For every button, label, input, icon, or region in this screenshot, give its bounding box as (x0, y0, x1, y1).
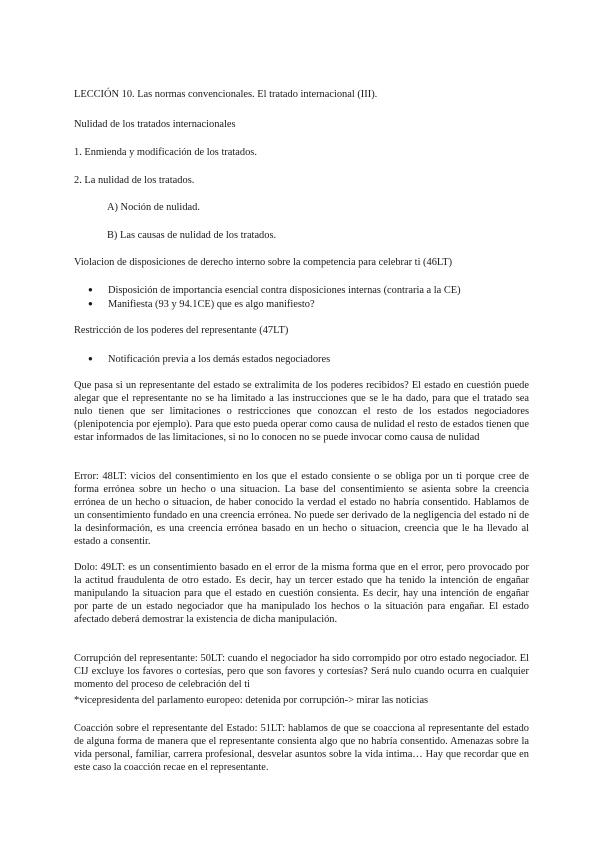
bullet-text: Manifiesta (93 y 94.1CE) que es algo manifiesto? (108, 299, 315, 310)
restriction-heading: Restricción de los poderes del representante (47LT) (74, 325, 289, 336)
paragraph-representante: Que pasa si un representante del estado se extralimita de los poderes recibidos? El estado en cuestión puede alegar que el representante no se ha limitado a las instrucciones que se le ha dado, para que el tratado sea nulo tienen que ser limitaciones o restricciones que conozcan el resto de los estados negociadores (plenipotencia por ejemplo). Para que esto pueda operar como causa de nulidad el resto de estados tienen que estar informados de las limitaciones, si no lo conocen no se puede invocar como causa de nulidad (74, 380, 529, 443)
list-item-enmienda: 1. Enmienda y modificación de los tratados. (74, 147, 257, 158)
subitem-nocion: A) Noción de nulidad. (107, 202, 200, 213)
subitem-causas: B) Las causas de nulidad de los tratados. (107, 230, 277, 241)
paragraph-error: Error: 48LT: vicios del consentimiento en los que el estado consiente o se obliga por un ti porque cree de forma errónea sobre un hecho o una situacion. La base del consentimiento se asienta sobre la creencia errónea de un hecho o situacion, de haber conocido la verdad el estado no habría consentido. Hablamos de un consentimiento fundado en una creencia errónea. No puede ser derivado de la negligencia del estado ni de la desinformación, es una creencia errónea basado en un hecho o situacion, creencia que le ha llevado al estado a consentir. (74, 471, 529, 547)
paragraph-dolo: Dolo: 49LT: es un consentimiento basado en el error de la misma forma que en el error, pero provocado por la actitud fraudulenta de otro estado. Es decir, hay un tercer estado que ha tenido la intención de engañar manipulando la situacion para que el estado en cuestión consienta. Es decir, hay una intención de engañar por parte de un estado negociador que ha manipulado los hechos o la situación para engañar. El estado afectado deberá demostrar la existencia de dicha manipulación. (74, 562, 529, 625)
list-item (88, 283, 461, 297)
bullet-icon: ● (88, 354, 93, 363)
bullet-text: Disposición de importancia esencial contra disposiciones internas (contraria a la CE) (108, 285, 461, 296)
paragraph-coaccion: Coacción sobre el representante del Estado: 51LT: hablamos de que se coacciona al representante del estado de alguna forma de manera que el representante consienta algo que no habría consentido. Amenazas sobre la vida personal, familiar, carrera profesional, desvelar asuntos sobre la vida intima… Hay que recordar que en este caso la coacción recae en el representante. (74, 723, 529, 773)
section-heading: Nulidad de los tratados internacionales (74, 119, 236, 130)
violation-heading: Violacion de disposiciones de derecho interno sobre la competencia para celebrar ti (46LT) (74, 257, 453, 268)
bullet-icon: ● (88, 299, 93, 308)
list-item-nulidad: 2. La nulidad de los tratados. (74, 175, 195, 186)
paragraph-corrupcion: Corrupción del representante: 50LT: cuando el negociador ha sido corrompido por otro estado negociador. El CIJ excluye los favores o cortesías, pero que son favores y cortesías? Será nulo cuando ocurra en cualquier momento del proceso de celebración del ti (74, 653, 529, 690)
note-vicepresidenta: *vicepresidenta del parlamento europeo: detenida por corrupción-> mirar las noticias (74, 695, 429, 706)
bullet-icon: ● (88, 285, 93, 294)
list-item (88, 352, 330, 366)
list-item (88, 297, 315, 311)
lesson-title: LECCIÓN 10. Las normas convencionales. El tratado internacional (III). (74, 89, 378, 100)
bullet-text: Notificación previa a los demás estados negociadores (108, 354, 331, 365)
